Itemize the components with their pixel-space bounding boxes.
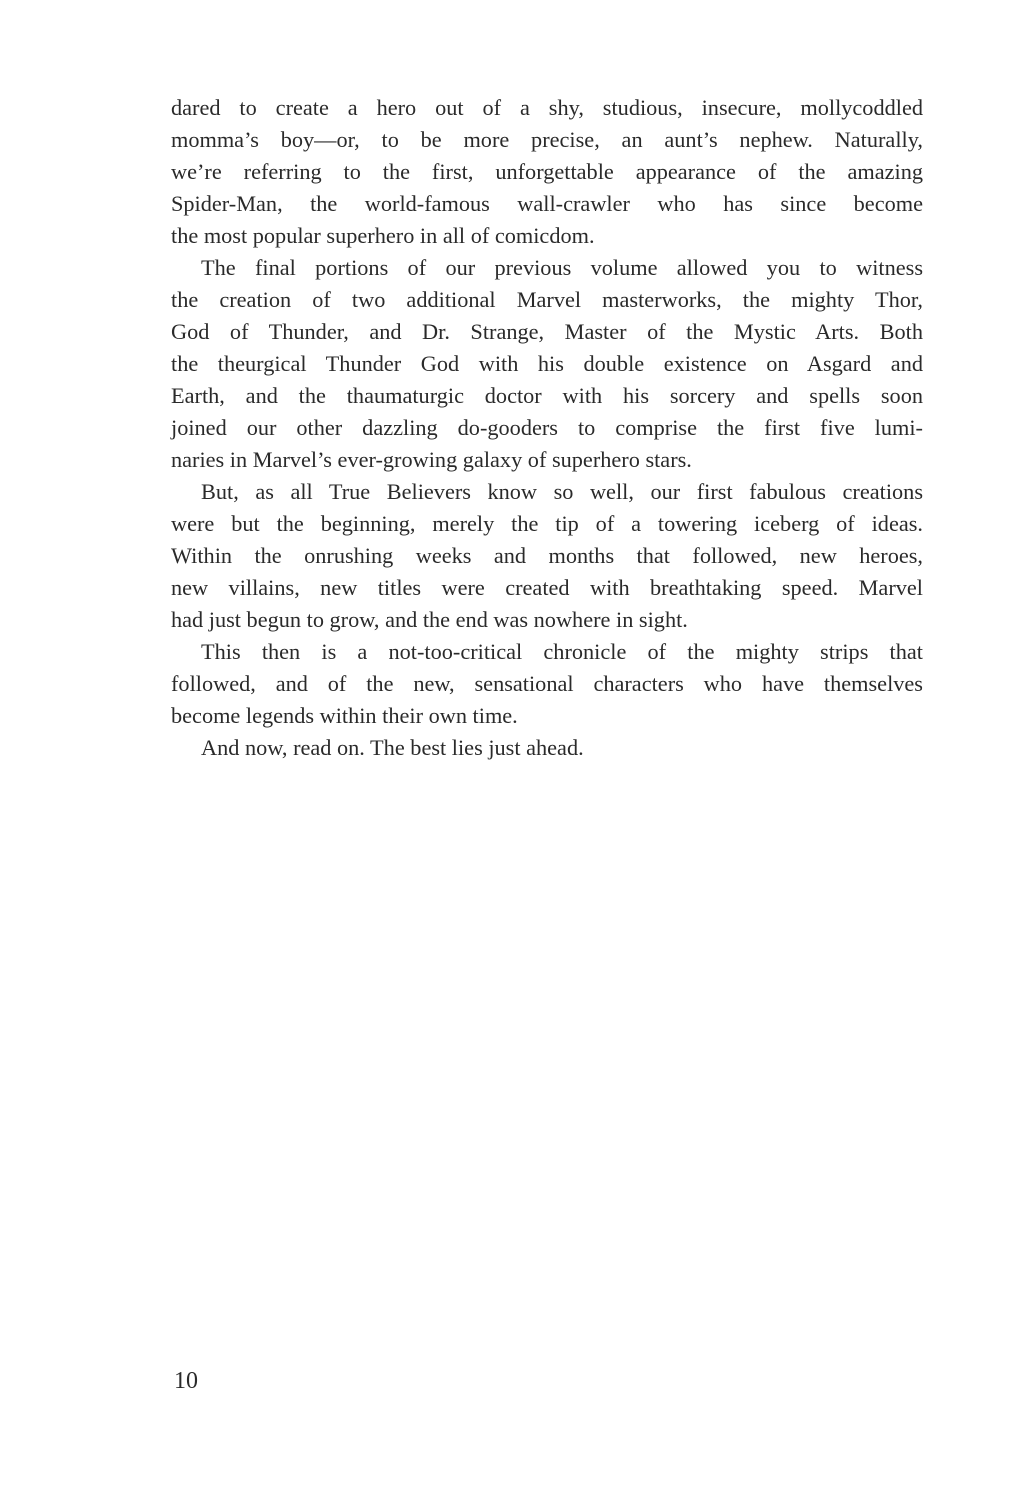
text-line: the most popular superhero in all of comicdom. [171,223,595,248]
text-line: we’re referring to the first, unforgettable appearance of the amazing [171,159,923,184]
paragraph-2 [171,252,923,476]
body-text [171,92,923,764]
text-line: And now, read on. The best lies just ahead. [201,735,584,760]
text-line: followed, and of the new, sensational characters who have themselves [171,671,923,696]
page-number: 10 [174,1368,198,1394]
text-line: joined our other dazzling do-gooders to comprise the first five lumi- [171,415,923,440]
text-line: Spider-Man, the world-famous wall-crawler who has since become [171,191,923,216]
text-line: the creation of two additional Marvel masterworks, the mighty Thor, [171,287,923,312]
paragraph-3 [171,476,923,636]
text-line: Within the onrushing weeks and months that followed, new heroes, [171,543,923,568]
paragraph-5 [171,732,923,764]
text-line: God of Thunder, and Dr. Strange, Master of the Mystic Arts. Both [171,319,923,344]
text-line: the theurgical Thunder God with his double existence on Asgard and [171,351,923,376]
text-line: were but the beginning, merely the tip of a towering iceberg of ideas. [171,511,923,536]
text-line: Earth, and the thaumaturgic doctor with his sorcery and spells soon [171,383,923,408]
text-line: The final portions of our previous volume allowed you to witness [201,255,923,280]
text-line: naries in Marvel’s ever-growing galaxy of superhero stars. [171,447,692,472]
text-line: This then is a not-too-critical chronicle of the mighty strips that [201,639,923,664]
text-line: had just begun to grow, and the end was nowhere in sight. [171,607,688,632]
text-line: But, as all True Believers know so well, our first fabulous creations [201,479,923,504]
paragraph-4 [171,636,923,732]
text-line: become legends within their own time. [171,703,518,728]
text-line: new villains, new titles were created with breathtaking speed. Marvel [171,575,923,600]
paragraph-1 [171,92,923,252]
text-line: momma’s boy—or, to be more precise, an aunt’s nephew. Naturally, [171,127,923,152]
text-line: dared to create a hero out of a shy, studious, insecure, mollycoddled [171,95,923,120]
